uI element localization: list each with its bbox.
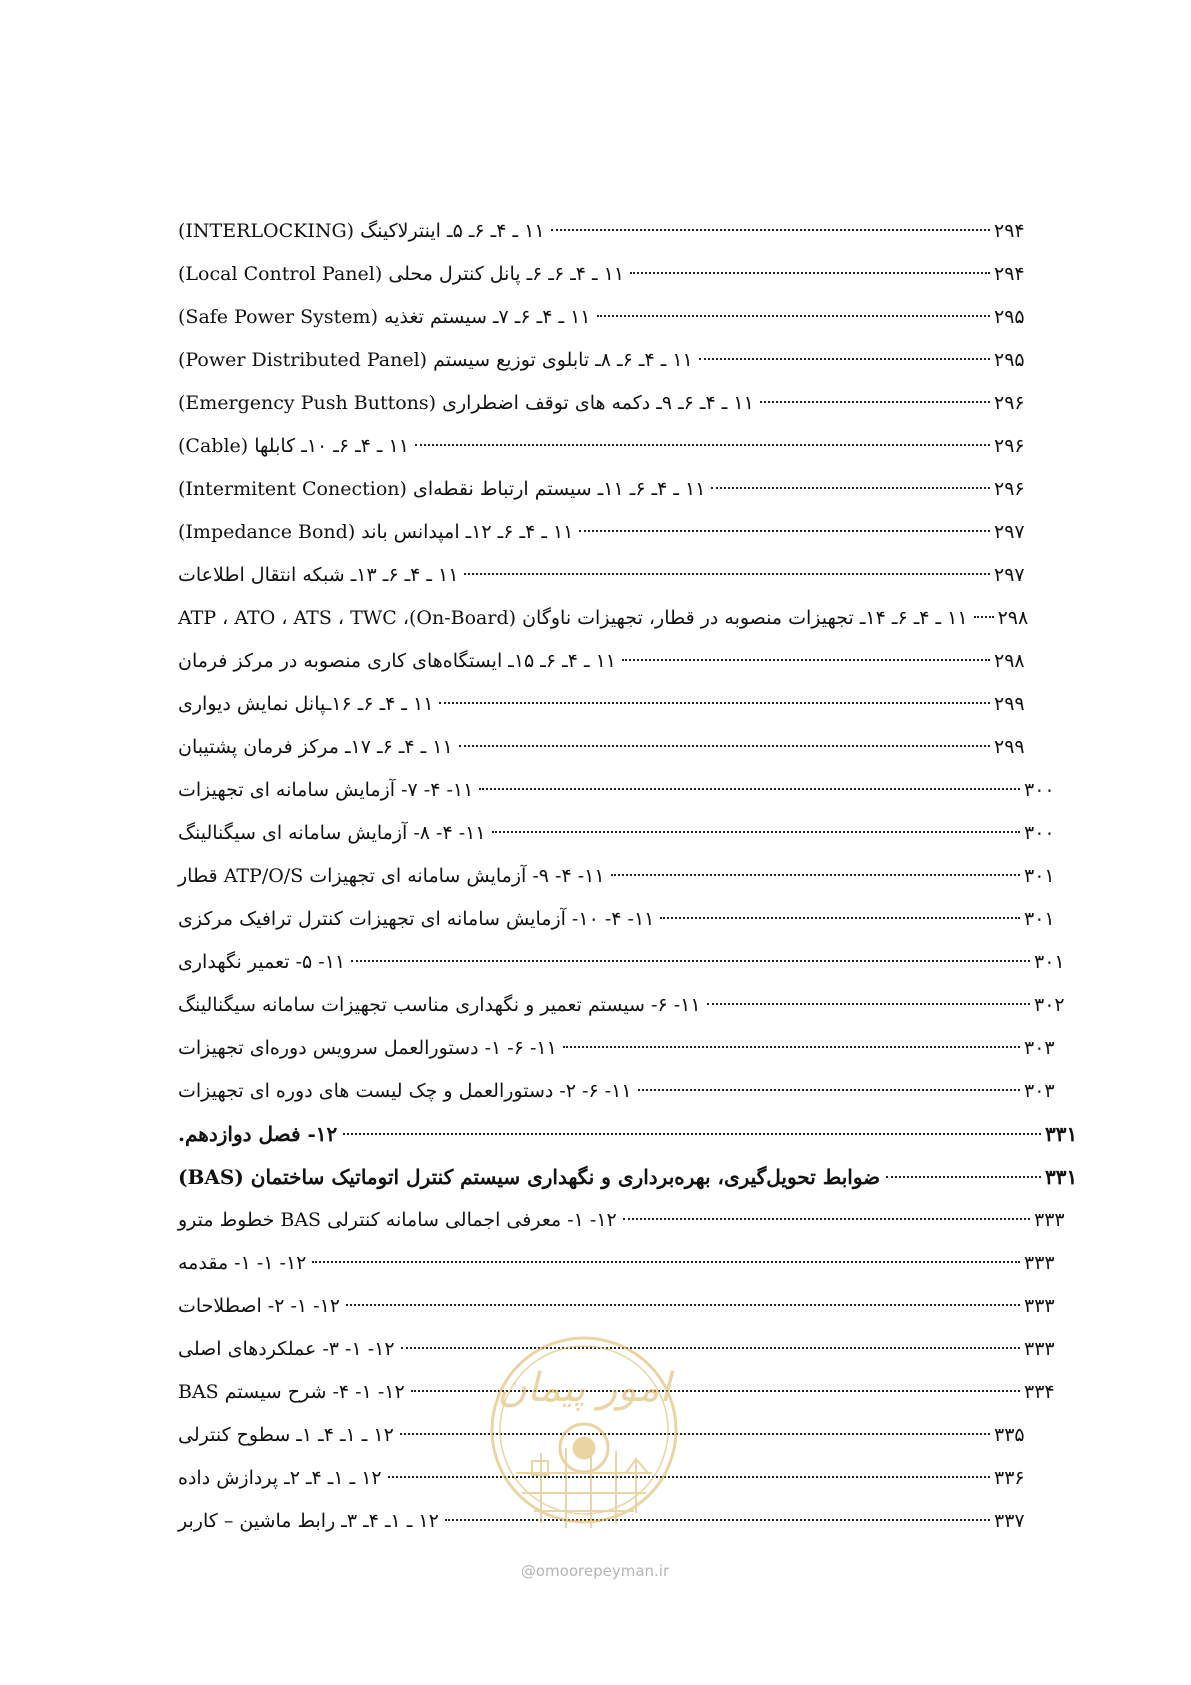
toc-entry-title: ۱۱ ـ ۴ـ ۶ـ ۱۴ـ تجهیزات منصوبه در قطار، تجهیزات ناوگان (On-Board)، ATP ، ATO ، ATS ، TWC bbox=[178, 607, 968, 629]
toc-entry-page: ۳۳۳ bbox=[1024, 1252, 1055, 1274]
toc-entry[interactable] bbox=[178, 818, 1060, 848]
toc-entry[interactable] bbox=[178, 947, 1070, 977]
toc-entry-page: ۳۳۶ bbox=[994, 1467, 1025, 1489]
dot-leader bbox=[415, 444, 990, 446]
toc-entry-page: ۲۹۷ bbox=[994, 521, 1025, 543]
dot-leader bbox=[388, 1476, 990, 1478]
dot-leader bbox=[760, 401, 990, 403]
toc-entry-title: ۱۱ ـ ۴ـ ۶ـ ۱۵ـ ایستگاه‌های کاری منصوبه در مرکز فرمان bbox=[178, 650, 616, 672]
toc-entry[interactable] bbox=[178, 732, 1030, 762]
toc-entry-page: ۳۰۳ bbox=[1024, 1080, 1055, 1102]
toc-entry-page: ۳۳۳ bbox=[1034, 1209, 1065, 1231]
toc-entry-page: ۳۰۲ bbox=[1034, 994, 1065, 1016]
toc-entry[interactable] bbox=[178, 1248, 1060, 1278]
toc-entry[interactable] bbox=[178, 1076, 1060, 1106]
toc-entry-page: ۳۳۷ bbox=[994, 1510, 1025, 1532]
toc-entry[interactable] bbox=[178, 904, 1060, 934]
svg-text:امور پیمان: امور پیمان bbox=[497, 1365, 671, 1411]
toc-entry-page: ۲۹۷ bbox=[994, 564, 1025, 586]
watermark-url: @omoorepeyman.ir bbox=[520, 1562, 670, 1580]
toc-entry-title: ۱۱- ۴- ۹- آزمایش سامانه ای تجهیزات ATP/O/S قطار bbox=[178, 865, 605, 887]
toc-entry[interactable] bbox=[178, 646, 1030, 676]
dot-leader bbox=[343, 1133, 1041, 1135]
dot-leader bbox=[479, 788, 1020, 790]
toc-entry-title: ۱۱- ۴- ۱۰- آزمایش سامانه ای تجهیزات کنترل ترافیک مرکزی bbox=[178, 908, 655, 930]
toc-entry-page: ۲۹۶ bbox=[994, 392, 1025, 414]
toc-entry-title: ۱۲- ۱- ۲- اصطلاحات bbox=[178, 1295, 341, 1317]
toc-entry-page: ۳۳۳ bbox=[1024, 1295, 1055, 1317]
toc-entry-title: ۱۱ ـ ۴ـ ۶ـ ۱۱ـ سیستم ارتباط نقطه‌ای (Intermitent Conection) bbox=[178, 478, 706, 500]
dot-leader bbox=[597, 315, 991, 317]
toc-entry-title: ۱۱- ۶- سیستم تعمیر و نگهداری مناسب تجهیزات سامانه سیگنالینگ bbox=[178, 994, 701, 1016]
toc-entry-title: ۱۲- ۱- ۴- شرح سیستم BAS bbox=[178, 1381, 405, 1403]
toc-entry[interactable] bbox=[178, 1033, 1060, 1063]
toc-entry-title: ۱۲ ـ ۱ـ ۴ـ ۱ـ سطوح کنترلی bbox=[178, 1424, 394, 1446]
dot-leader bbox=[660, 917, 1020, 919]
toc-entry-title: ۱۲- ۱- ۱- مقدمه bbox=[178, 1252, 307, 1274]
toc-chapter-entry[interactable] bbox=[178, 1162, 1081, 1192]
dot-leader bbox=[551, 229, 990, 231]
toc-entry[interactable] bbox=[178, 861, 1060, 891]
toc-entry-page: ۲۹۹ bbox=[994, 693, 1025, 715]
toc-entry-title: ۱۱- ۶- ۲- دستورالعمل و چک لیست های دوره ای تجهیزات bbox=[178, 1080, 632, 1102]
dot-leader bbox=[622, 659, 990, 661]
toc-entry[interactable] bbox=[178, 431, 1030, 461]
toc-entry-title: ۱۱ ـ ۴ـ ۶ـ ۵ـ اینترلاکینگ (INTERLOCKING) bbox=[178, 220, 545, 242]
toc-entry-page: ۲۹۸ bbox=[994, 650, 1025, 672]
toc-entry[interactable] bbox=[178, 345, 1030, 375]
toc-entry-page: ۲۹۶ bbox=[994, 435, 1025, 457]
toc-entry-page: ۲۹۴ bbox=[994, 220, 1025, 242]
dot-leader bbox=[439, 702, 990, 704]
dot-leader bbox=[464, 573, 990, 575]
toc-entry-page: ۳۳۱ bbox=[1045, 1165, 1078, 1189]
toc-entry-title: ۱۱ ـ ۴ـ ۶ـ ۱۲ـ امپدانس باند (Impedance Bond) bbox=[178, 521, 574, 543]
toc-entry-page: ۳۰۱ bbox=[1024, 908, 1055, 930]
toc-entry-page: ۲۹۵ bbox=[994, 349, 1025, 371]
dot-leader bbox=[346, 1304, 1020, 1306]
toc-entry-page: ۳۳۵ bbox=[994, 1424, 1025, 1446]
dot-leader bbox=[312, 1261, 1020, 1263]
toc-entry-title: ۱۱- ۴- ۷- آزمایش سامانه ای تجهیزات bbox=[178, 779, 474, 801]
dot-leader bbox=[886, 1176, 1041, 1178]
toc-entry-page: ۳۰۱ bbox=[1034, 951, 1065, 973]
toc-entry[interactable] bbox=[178, 689, 1030, 719]
toc-entry-title: ۱۱ ـ ۴ـ ۶ـ ۱۰ـ کابلها (Cable) bbox=[178, 435, 409, 457]
toc-entry[interactable] bbox=[178, 388, 1030, 418]
dot-leader bbox=[630, 272, 990, 274]
dot-leader bbox=[579, 530, 990, 532]
dot-leader bbox=[699, 358, 990, 360]
toc-entry-title: ۱۱ ـ ۴ـ ۶ـ ۱۷ـ مرکز فرمان پشتیبان bbox=[178, 736, 453, 758]
toc-entry-page: ۳۰۳ bbox=[1024, 1037, 1055, 1059]
toc-entry[interactable] bbox=[178, 474, 1030, 504]
toc-entry-title: ۱۱ ـ ۴ـ ۶ـ ۶ـ پانل کنترل محلی (Local Control Panel) bbox=[178, 263, 625, 285]
toc-entry-title: ۱۲ ـ ۱ـ ۴ـ ۲ـ پردازش داده bbox=[178, 1467, 382, 1489]
toc-entry[interactable] bbox=[178, 259, 1030, 289]
toc-entry-page: ۳۰۰ bbox=[1024, 779, 1055, 801]
toc-entry-title: ۱۲- فصل دوازدهم. bbox=[178, 1122, 338, 1146]
toc-entry[interactable] bbox=[178, 560, 1030, 590]
dot-leader bbox=[974, 616, 994, 618]
dot-leader bbox=[623, 1218, 1030, 1220]
dot-leader bbox=[351, 960, 1030, 962]
toc-entry-title: ضوابط تحویل‌گیری، بهره‌برداری و نگهداری سیستم کنترل اتوماتیک ساختمان (BAS) bbox=[178, 1165, 881, 1189]
toc-entry-title: ۱۲- ۱- ۳- عملکردهای اصلی bbox=[178, 1338, 395, 1360]
watermark-seal-logo bbox=[486, 1323, 682, 1537]
toc-entry-title: ۱۱- ۵- تعمیر نگهداری bbox=[178, 951, 346, 973]
toc-entry-page: ۲۹۹ bbox=[994, 736, 1025, 758]
toc-entry[interactable] bbox=[178, 302, 1030, 332]
toc-entry-title: ۱۱- ۶- ۱- دستورالعمل سرویس دوره‌ای تجهیزات bbox=[178, 1037, 557, 1059]
toc-entry-page: ۲۹۸ bbox=[997, 607, 1029, 629]
toc-entry-page: ۳۳۳ bbox=[1024, 1338, 1055, 1360]
toc-entry-title: ۱۱ ـ ۴ـ ۶ـ ۸ـ تابلوی توزیع سیستم (Power Distributed Panel) bbox=[178, 349, 693, 371]
toc-entry-title: ۱۲ ـ ۱ـ ۴ـ ۳ـ رابط ماشین – کاربر bbox=[178, 1510, 439, 1532]
toc-entry-title: ۱۱ ـ ۴ـ ۶ـ ۷ـ سیستم تغذیه (Safe Power System) bbox=[178, 306, 591, 328]
dot-leader bbox=[638, 1089, 1020, 1091]
toc-entry[interactable] bbox=[178, 990, 1070, 1020]
toc-entry-page: ۲۹۴ bbox=[994, 263, 1025, 285]
dot-leader bbox=[611, 874, 1020, 876]
toc-entry-page: ۲۹۵ bbox=[994, 306, 1025, 328]
toc-entry[interactable] bbox=[178, 603, 1030, 633]
dot-leader bbox=[711, 487, 990, 489]
toc-entry-title: ۱۲- ۱- معرفی اجمالی سامانه کنترلی BAS خطوط مترو bbox=[178, 1209, 617, 1231]
toc-entry-page: ۳۳۴ bbox=[1024, 1381, 1055, 1403]
toc-entry[interactable] bbox=[178, 775, 1060, 805]
toc-chapter-entry[interactable] bbox=[178, 1119, 1081, 1149]
toc-entry-page: ۳۳۱ bbox=[1045, 1122, 1078, 1146]
toc-entry-page: ۲۹۶ bbox=[994, 478, 1025, 500]
toc-entry-title: ۱۱ ـ ۴ـ ۶ـ ۹ـ دکمه های توقف اضطراری (Emergency Push Buttons) bbox=[178, 392, 754, 414]
toc-entry[interactable] bbox=[178, 517, 1030, 547]
toc-entry-title: ۱۱ ـ ۴ـ ۶ـ ۱۶ـپانل نمایش دیواری bbox=[178, 693, 434, 715]
dot-leader bbox=[563, 1046, 1020, 1048]
toc-entry[interactable] bbox=[178, 1205, 1070, 1235]
toc-entry-title: ۱۱- ۴- ۸- آزمایش سامانه ای سیگنالینگ bbox=[178, 822, 486, 844]
dot-leader bbox=[492, 831, 1020, 833]
toc-entry-page: ۳۰۰ bbox=[1024, 822, 1055, 844]
toc-entry[interactable] bbox=[178, 1291, 1060, 1321]
toc-entry[interactable] bbox=[178, 216, 1030, 246]
dot-leader bbox=[459, 745, 990, 747]
toc-entry-title: ۱۱ ـ ۴ـ ۶ـ ۱۳ـ شبکه انتقال اطلاعات bbox=[178, 564, 459, 586]
toc-entry-page: ۳۰۱ bbox=[1024, 865, 1055, 887]
dot-leader bbox=[707, 1003, 1030, 1005]
